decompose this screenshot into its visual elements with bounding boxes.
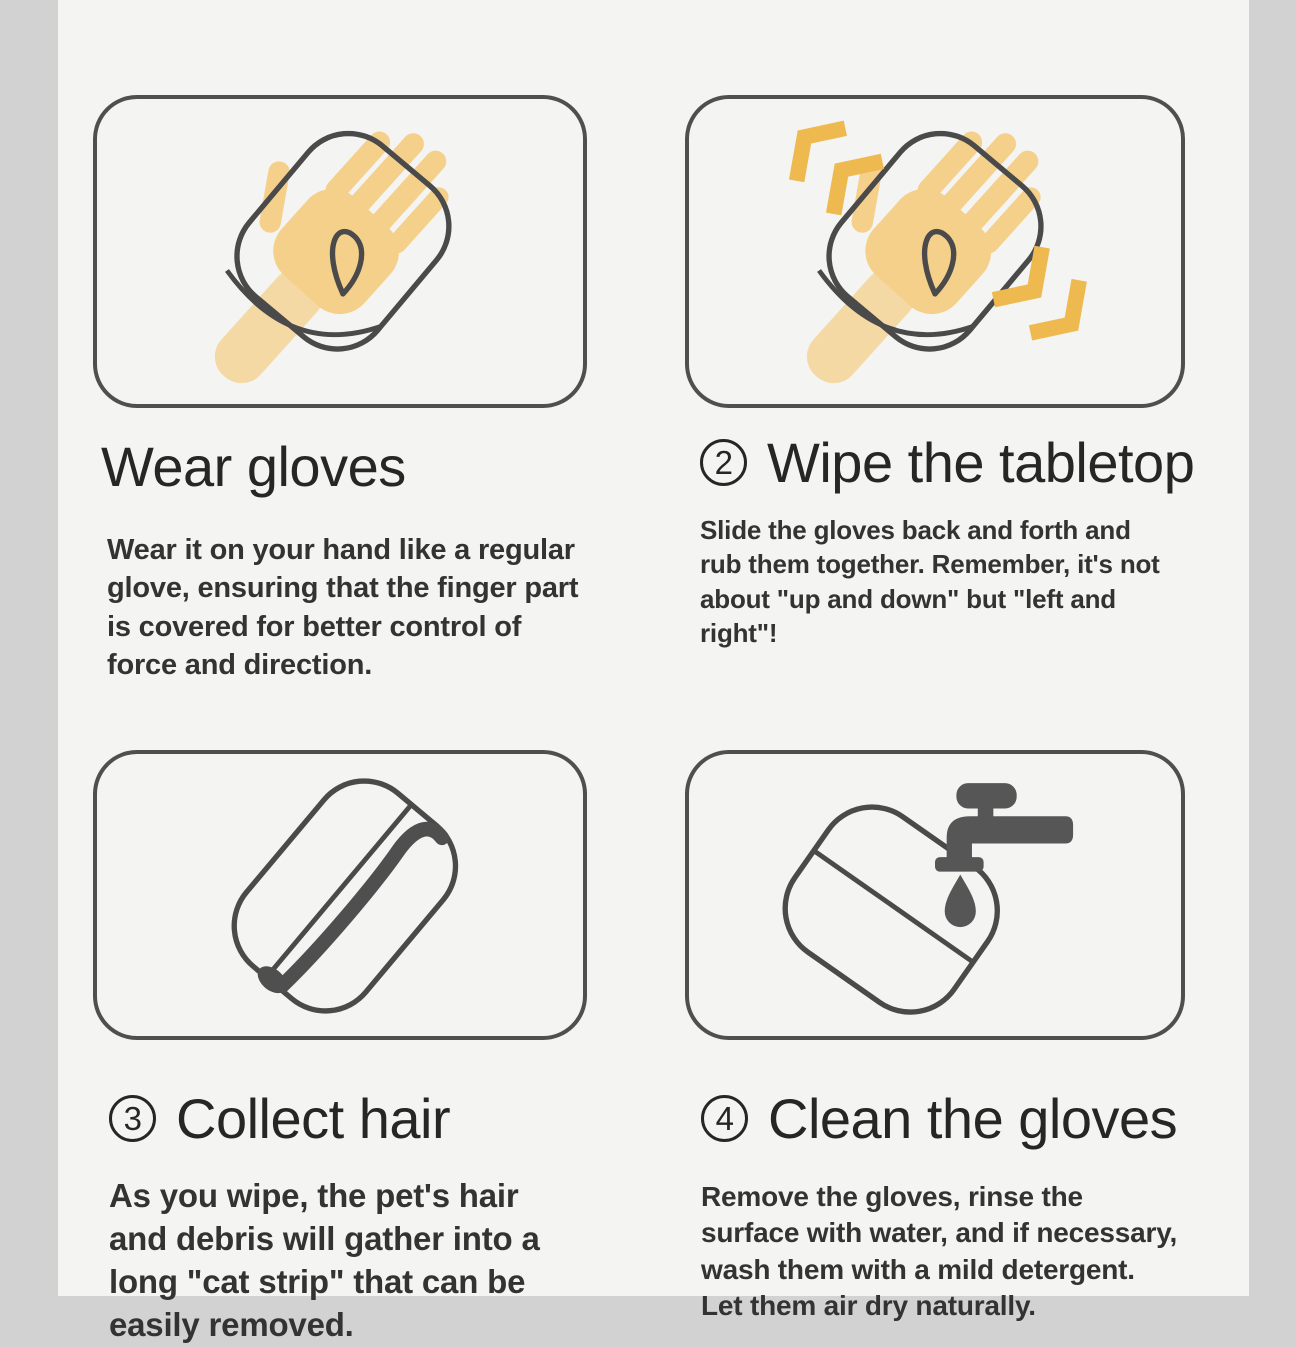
gloved-hand-motion-arrows-icon <box>689 99 1181 404</box>
step-1-title <box>101 434 587 499</box>
step-4-description: Remove the gloves, rinse the surface with water, and if necessary, wash them with a mild detergent. Let them air dry naturally. <box>701 1181 1178 1322</box>
step-2-description: Slide the gloves back and forth and rub them together. Remember, it's not about "up and down" but "left and right"! <box>700 515 1160 648</box>
water-drop-icon <box>945 875 976 928</box>
step-2-number-badge: 2 <box>700 439 747 486</box>
step-4-title <box>701 1086 1185 1151</box>
glove-hair-strip-icon <box>97 754 583 1036</box>
step-1 <box>93 95 587 684</box>
glove-faucet-water-icon <box>689 754 1181 1036</box>
step-2-title-text: Wipe the tabletop <box>767 431 1195 494</box>
step-3 <box>93 750 587 1347</box>
glove-seam-line <box>268 806 411 976</box>
motion-arrows-bottom-icon <box>993 247 1079 333</box>
glove-outline-icon <box>213 760 477 1033</box>
hair-strip-icon <box>282 820 442 1003</box>
step-3-description: As you wipe, the pet's hair and debris will gather into a long "cat strip" that can be easily removed. <box>109 1177 540 1343</box>
step-3-number-badge: 3 <box>109 1095 156 1142</box>
step-3-title-text: Collect hair <box>176 1087 451 1150</box>
step-3-title <box>109 1086 587 1151</box>
step-1-description: Wear it on your hand like a regular glove, ensuring that the finger part is covered for better control of force and direction. <box>107 534 579 681</box>
step-1-illustration-box <box>93 95 587 408</box>
step-2-illustration-box <box>685 95 1185 408</box>
step-2-title <box>700 430 1195 495</box>
step-1-title-text: Wear gloves <box>101 435 406 498</box>
step-2 <box>685 95 1195 650</box>
step-4-title-text: Clean the gloves <box>768 1087 1178 1150</box>
faucet-icon <box>935 783 1073 927</box>
step-4-number-badge: 4 <box>701 1095 748 1142</box>
step-3-illustration-box <box>93 750 587 1040</box>
step-4-illustration-box <box>685 750 1185 1040</box>
step-4 <box>685 750 1185 1325</box>
gloved-hand-icon <box>97 99 583 404</box>
